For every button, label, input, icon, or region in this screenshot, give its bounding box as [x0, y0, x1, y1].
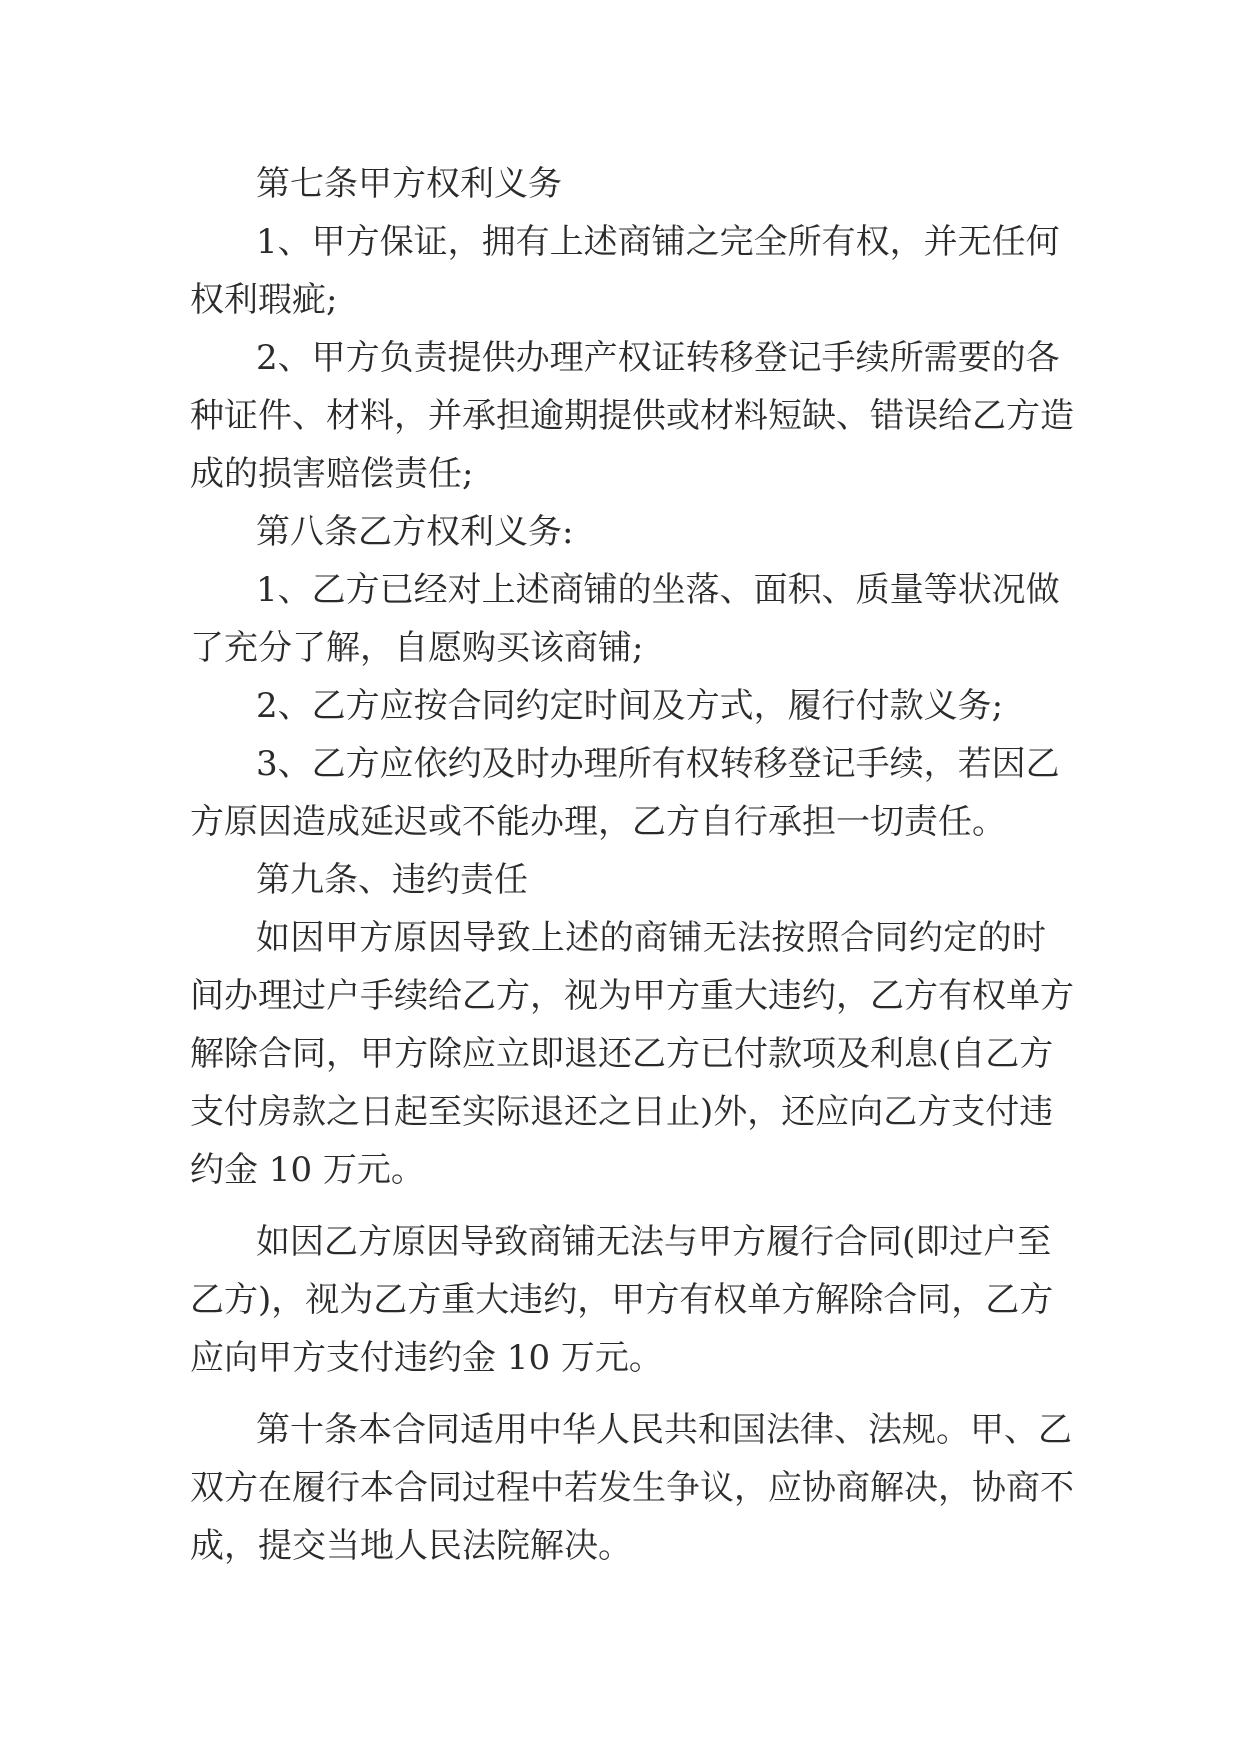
text-line: 1、甲方保证，拥有上述商铺之完全所有权，并无任何 — [256, 222, 1060, 262]
text-line: 种证件、材料，并承担逾期提供或材料短缺、错误给乙方造 — [190, 396, 1074, 436]
text-line: 2、乙方应按合同约定时间及方式，履行付款义务; — [256, 686, 1004, 726]
text-line: 成的损害赔偿责任; — [190, 454, 474, 494]
article-8-heading: 第八条乙方权利义务: — [256, 512, 574, 552]
text-line: 应向甲方支付违约金 10 万元。 — [190, 1338, 663, 1378]
text-line: 乙方)，视为乙方重大违约，甲方有权单方解除合同，乙方 — [190, 1280, 1054, 1320]
text-line: 方原因造成延迟或不能办理，乙方自行承担一切责任。 — [190, 802, 1006, 842]
text-line: 1、乙方已经对上述商铺的坐落、面积、质量等状况做 — [256, 570, 1060, 610]
text-line: 2、甲方负责提供办理产权证转移登记手续所需要的各 — [256, 338, 1060, 378]
text-line: 间办理过户手续给乙方，视为甲方重大违约，乙方有权单方 — [190, 976, 1074, 1016]
text-line: 了充分了解，自愿购买该商铺; — [190, 628, 644, 668]
article-9-heading: 第九条、违约责任 — [256, 860, 528, 900]
text-line: 约金 10 万元。 — [190, 1150, 425, 1190]
text-line: 如因甲方原因导致上述的商铺无法按照合同约定的时 — [256, 918, 1046, 958]
text-line: 支付房款之日起至实际退还之日止)外，还应向乙方支付违 — [190, 1092, 1054, 1132]
text-line: 如因乙方原因导致商铺无法与甲方履行合同(即过户至 — [256, 1222, 1052, 1262]
text-line: 双方在履行本合同过程中若发生争议，应协商解决，协商不 — [190, 1468, 1074, 1508]
text-line: 3、乙方应依约及时办理所有权转移登记手续，若因乙 — [256, 744, 1060, 784]
text-line: 解除合同，甲方除应立即退还乙方已付款项及利息(自乙方 — [190, 1034, 1054, 1074]
text-line: 成，提交当地人民法院解决。 — [190, 1526, 632, 1566]
article-7-heading: 第七条甲方权利义务 — [256, 164, 562, 204]
article-10-heading: 第十条本合同适用中华人民共和国法律、法规。甲、乙 — [256, 1410, 1072, 1450]
text-line: 权利瑕疵; — [190, 280, 338, 320]
